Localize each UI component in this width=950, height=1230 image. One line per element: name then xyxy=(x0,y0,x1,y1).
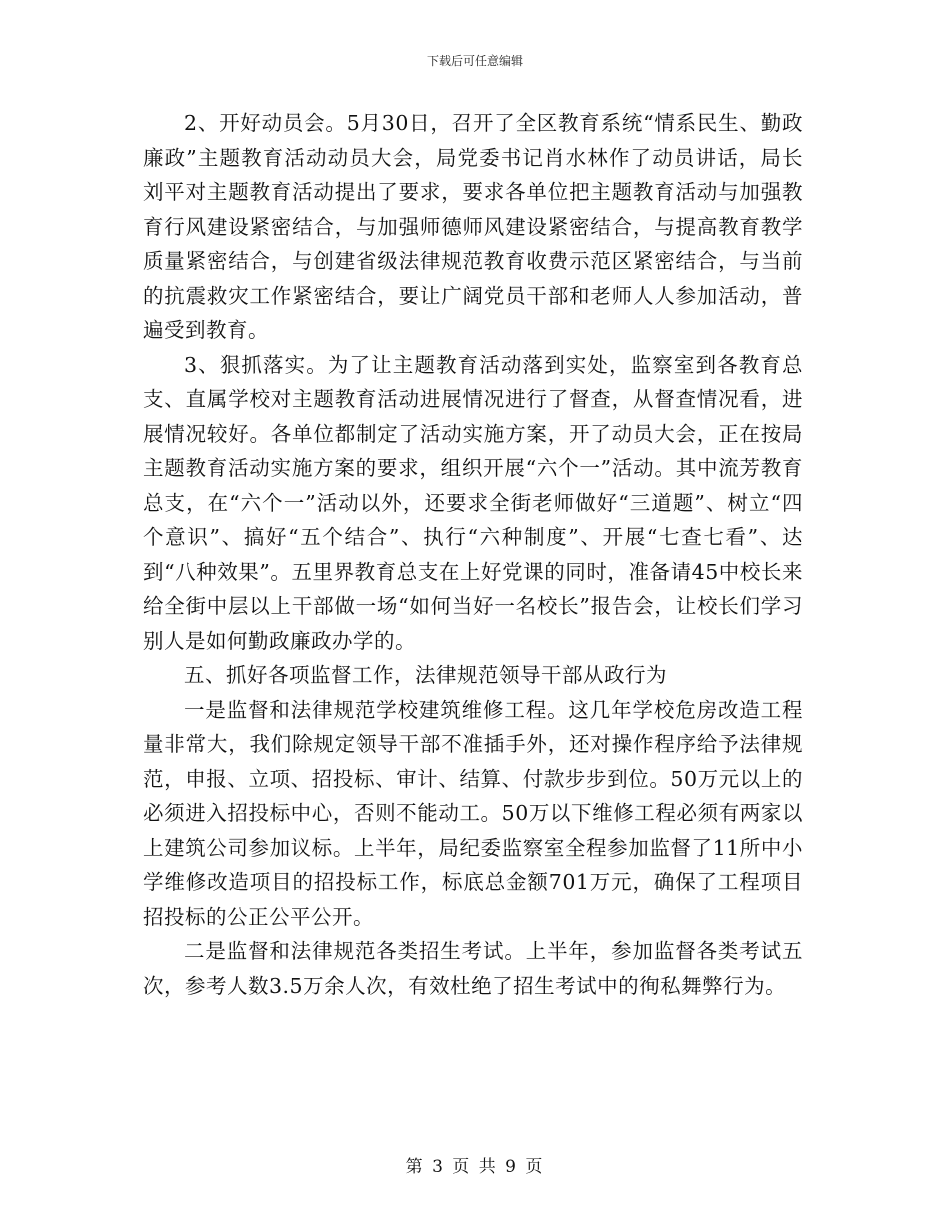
section-heading-supervision: 五、抓好各项监督工作，法律规范领导干部从政行为 xyxy=(184,663,667,687)
paragraph-exam-supervision: 二是监督和法律规范各类招生考试。上半年，参加监督各类考试五次，参考人数3.5万余人次，有效杜绝了招生考试中的徇私舞弊行为。 xyxy=(143,939,803,998)
page-footer-page-number: 第 3 页 共 9 页 xyxy=(405,1157,545,1177)
paragraph-implementation: 3、狠抓落实。为了让主题教育活动落到实处，监察室到各教育总支、直属学校对主题教育活动进展情况进行了督查，从督查情况看，进展情况较好。各单位都制定了活动实施方案，开了动员大会，正在按局主题教育活动实施方案的要求，组织开展“六个一”活动。其中流芳教育总支，在“六个一”活动以外，还要求全街老师做好“三道题”、树立“四个意识”、搞好“五个结合”、执行“六种制度”、开展“七查七看”、达到“八种效果”。五里界教育总支在上好党课的同时，准备请45中校长来给全街中层以上干部做一场“如何当好一名校长”报告会，让校长们学习别人是如何勤政廉政办学的。 xyxy=(143,352,803,653)
page-header: 下载后可任意编辑 xyxy=(426,54,523,68)
paragraph-mobilization-meeting: 2、开好动员会。5月30日，召开了全区教育系统“情系民生、勤政廉政”主题教育活动动员大会，局党委书记肖水林作了动员讲话，局长刘平对主题教育活动提出了要求，要求各单位把主题教育活动与加强教育行风建设紧密结合，与加强师德师风建设紧密结合，与提高教育教学质量紧密结合，与创建省级法律规范教育收费示范区紧密结合，与当前的抗震救灾工作紧密结合，要让广阔党员干部和老师人人参加活动，普遍受到教育。 xyxy=(143,111,803,342)
document-body xyxy=(143,106,803,1003)
paragraph-construction-supervision: 一是监督和法律规范学校建筑维修工程。这几年学校危房改造工程量非常大，我们除规定领导干部不准插手外，还对操作程序给予法律规范，申报、立项、招投标、审计、结算、付款步步到位。50万元以上的必须进入招投标中心，否则不能动工。50万以下维修工程必须有两家以上建筑公司参加议标。上半年，局纪委监察室全程参加监督了11所中小学维修改造项目的招投标工作，标底总金额701万元，确保了工程项目招投标的公正公平公开。 xyxy=(143,697,803,929)
